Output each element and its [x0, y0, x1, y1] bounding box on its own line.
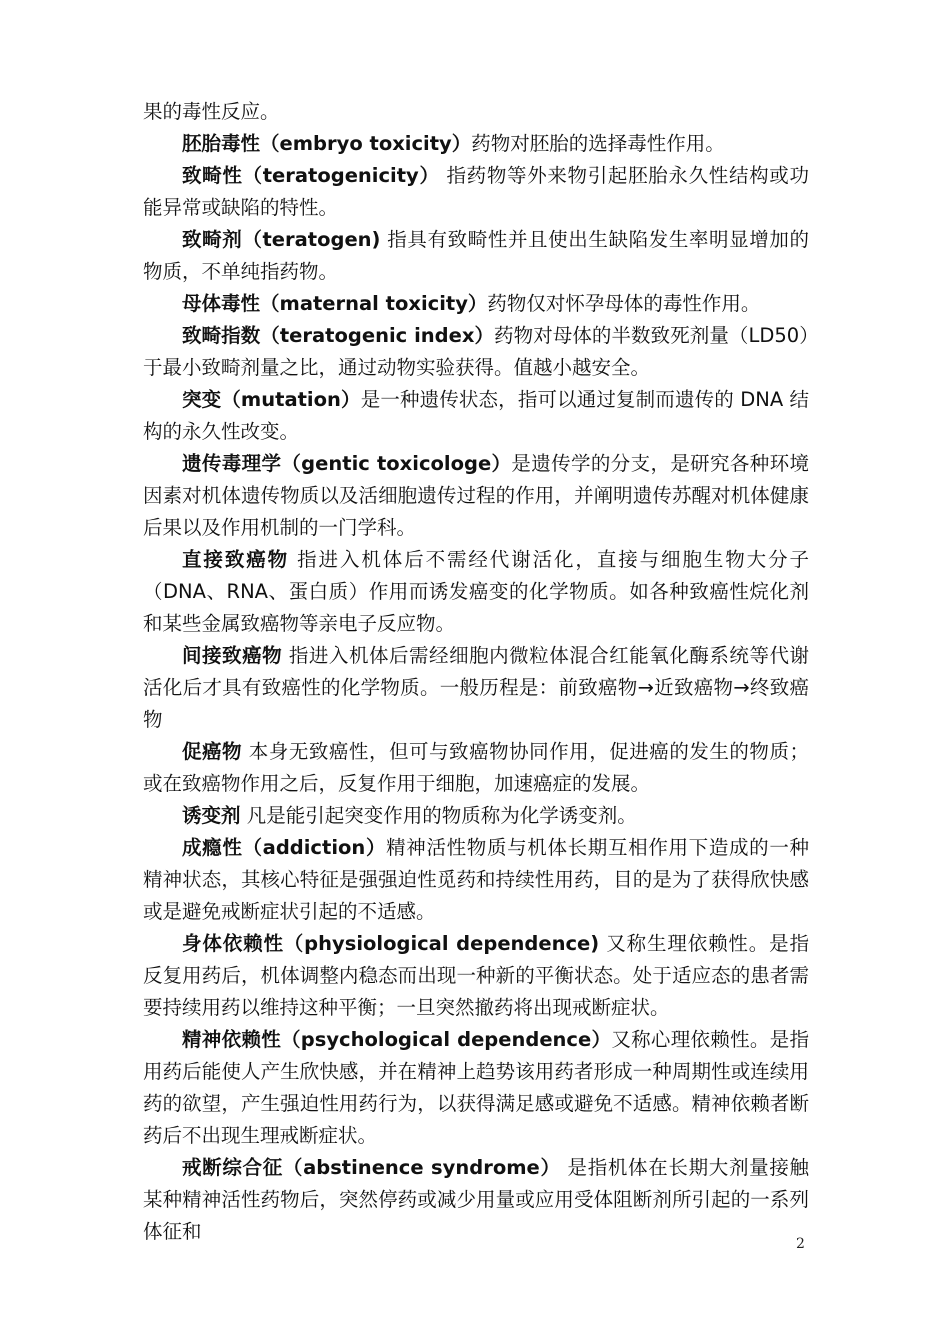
definition-term: 精神依赖性（psychological dependence）	[182, 1028, 612, 1051]
definition-text: 指进入机体后需经细胞内微粒体混合红能氧化酶系统等代谢活化后才具有致癌性的化学物质。一般历程是：前致癌物→近致癌物→终致癌物	[143, 644, 809, 731]
paragraph-text: 果的毒性反应。	[143, 100, 280, 123]
definition-term: 间接致癌物	[182, 644, 283, 667]
definition-term: 突变（mutation）	[182, 388, 361, 411]
definition-genetic-toxicology	[143, 448, 809, 544]
definition-term: 致畸指数（teratogenic index）	[182, 324, 495, 347]
definition-teratogenic-index	[143, 320, 809, 384]
definition-physiological-dependence	[143, 928, 809, 1024]
definition-text: 药物对胚胎的选择毒性作用。	[471, 132, 725, 155]
paragraph-continuation	[143, 96, 809, 128]
definition-maternal-toxicity	[143, 288, 809, 320]
definition-promoter	[143, 736, 809, 800]
definition-mutagen	[143, 800, 809, 832]
definition-embryo-toxicity	[143, 128, 809, 160]
definition-term: 诱变剂	[182, 804, 241, 827]
definition-term: 遗传毒理学（gentic toxicologe）	[182, 452, 512, 475]
page-number: 2	[796, 1236, 805, 1252]
definition-text: 是遗传学的分支，是研究各种环境因素对机体遗传物质以及活细胞遗传过程的作用，并阐明遗传苏醒对机体健康后果以及作用机制的一门学科。	[143, 452, 809, 539]
definition-teratogenicity	[143, 160, 809, 224]
definition-text: 精神活性物质与机体长期互相作用下造成的一种精神状态，其核心特征是强强迫性觅药和持续性用药，目的是为了获得欣快感或是避免戒断症状引起的不适感。	[143, 836, 809, 923]
definition-text: 凡是能引起突变作用的物质称为化学诱变剂。	[240, 804, 637, 827]
definition-text: 本身无致癌性，但可与致癌物协同作用，促进癌的发生的物质；或在致癌物作用之后，反复作用于细胞，加速癌症的发展。	[143, 740, 809, 795]
definition-term: 成瘾性（addiction）	[182, 836, 387, 859]
definition-text: 是指机体在长期大剂量接触某种精神活性药物后，突然停药或减少用量或应用受体阻断剂所引起的一系列体征和	[143, 1156, 810, 1243]
definition-psychological-dependence	[143, 1024, 809, 1152]
definition-direct-carcinogen	[143, 544, 809, 640]
definition-term: 身体依赖性（physiological dependence)	[182, 932, 600, 955]
definition-teratogen	[143, 224, 809, 288]
definition-term: 胚胎毒性（embryo toxicity）	[182, 132, 472, 155]
definition-addiction	[143, 832, 809, 928]
definition-text: 是一种遗传状态，指可以通过复制而遗传的 DNA 结构的永久性改变。	[143, 388, 810, 443]
definition-term: 直接致癌物	[182, 548, 290, 571]
definition-term: 母体毒性（maternal toxicity）	[182, 292, 488, 315]
definition-text: 指药物等外来物引起胚胎永久性结构或功能异常或缺陷的特性。	[143, 164, 809, 219]
document-page	[143, 96, 809, 1248]
definition-indirect-carcinogen	[143, 640, 809, 736]
definition-term: 致畸剂（teratogen)	[182, 228, 381, 251]
definition-text: 药物对母体的半数致死剂量（LD50）于最小致畸剂量之比，通过动物实验获得。值越小越安全。	[143, 324, 809, 379]
definition-term: 促癌物	[182, 740, 243, 763]
definition-text: 又称生理依赖性。是指反复用药后，机体调整内稳态而出现一种新的平衡状态。处于适应态的患者需要持续用药以维持这种平衡；一旦突然撤药将出现戒断症状。	[143, 932, 810, 1019]
definition-text: 指具有致畸性并且使出生缺陷发生率明显增加的物质，不单纯指药物。	[143, 228, 809, 283]
definition-text: 药物仅对怀孕母体的毒性作用。	[487, 292, 761, 315]
definition-term: 戒断综合征（abstinence syndrome）	[182, 1156, 561, 1179]
definition-text: 指进入机体后不需经代谢活化，直接与细胞生物大分子（DNA、RNA、蛋白质）作用而诱发癌变的化学物质。如各种致癌性烷化剂和某些金属致癌物等亲电子反应物。	[143, 548, 809, 635]
definition-mutation	[143, 384, 809, 448]
definition-term: 致畸性（teratogenicity）	[182, 164, 440, 187]
definition-abstinence-syndrome	[143, 1152, 809, 1248]
definition-text: 又称心理依赖性。是指用药后能使人产生欣快感，并在精神上趋势该用药者形成一种周期性或连续用药的欲望，产生强迫性用药行为，以获得满足感或避免不适感。精神依赖者断药后不出现生理戒断症状。	[143, 1028, 809, 1147]
